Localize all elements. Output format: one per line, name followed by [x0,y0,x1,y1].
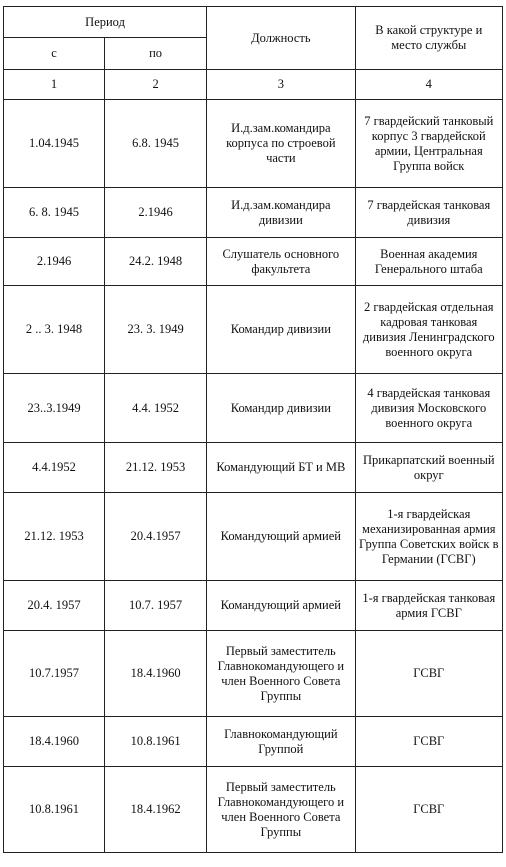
table-row [4,581,503,631]
service-record-table [3,6,503,853]
date-to-cell: 2.1946 [105,188,207,238]
date-from-cell: 6. 8. 1945 [4,188,105,238]
date-from-cell: 23..3.1949 [4,374,105,443]
date-to-cell: 21.12. 1953 [105,443,207,493]
table-row [4,374,503,443]
position-cell: Командир дивизии [207,374,355,443]
date-from-cell: 10.8.1961 [4,767,105,853]
date-to-cell: 18.4.1962 [105,767,207,853]
date-to-cell: 4.4. 1952 [105,374,207,443]
date-from-cell: 10.7.1957 [4,631,105,717]
table-row [4,493,503,581]
structure-header: В какой структуре и место службы [355,7,502,70]
date-to-cell: 18.4.1960 [105,631,207,717]
place-cell: ГСВГ [355,717,502,767]
table-row [4,188,503,238]
place-cell: 2 гвардейская отдельная кадровая танковая дивизия Ленинградского военного округа [355,286,502,374]
position-header: Должность [207,7,355,70]
column-number-2: 2 [105,70,207,100]
date-from-cell: 2.1946 [4,238,105,286]
table-row [4,717,503,767]
table-row [4,286,503,374]
position-cell: Первый заместитель Главнокомандующего и член Военного Совета Группы [207,631,355,717]
position-cell: Главнокомандующий Группой [207,717,355,767]
position-cell: Командир дивизии [207,286,355,374]
column-number-4: 4 [355,70,502,100]
date-from-cell: 4.4.1952 [4,443,105,493]
date-to-cell: 10.8.1961 [105,717,207,767]
date-from-cell: 2 .. 3. 1948 [4,286,105,374]
place-cell: 1-я гвардейская механизированная армия Группа Советских войск в Германии (ГСВГ) [355,493,502,581]
table-row [4,767,503,853]
place-cell: 4 гвардейская танковая дивизия Московского военного округа [355,374,502,443]
from-header: с [4,38,105,70]
place-cell: 7 гвардейская танковая дивизия [355,188,502,238]
place-cell: ГСВГ [355,631,502,717]
place-cell: 1-я гвардейская танковая армия ГСВГ [355,581,502,631]
position-cell: И.д.зам.командира дивизии [207,188,355,238]
position-cell: Первый заместитель Главнокомандующего и член Военного Совета Группы [207,767,355,853]
place-cell: Прикарпатский военный округ [355,443,502,493]
position-cell: Командующий армией [207,493,355,581]
table-row [4,238,503,286]
date-to-cell: 10.7. 1957 [105,581,207,631]
date-to-cell: 23. 3. 1949 [105,286,207,374]
to-header: по [105,38,207,70]
date-from-cell: 1.04.1945 [4,100,105,188]
column-number-1: 1 [4,70,105,100]
date-to-cell: 24.2. 1948 [105,238,207,286]
date-to-cell: 6.8. 1945 [105,100,207,188]
table-row [4,443,503,493]
period-header: Период [4,7,207,38]
column-number-3: 3 [207,70,355,100]
place-cell: ГСВГ [355,767,502,853]
place-cell: 7 гвардейский танковый корпус 3 гвардейской армии, Центральная Группа войск [355,100,502,188]
date-from-cell: 21.12. 1953 [4,493,105,581]
date-from-cell: 20.4. 1957 [4,581,105,631]
table-row [4,631,503,717]
position-cell: Слушатель основного факультета [207,238,355,286]
date-to-cell: 20.4.1957 [105,493,207,581]
date-from-cell: 18.4.1960 [4,717,105,767]
table-row [4,100,503,188]
position-cell: Командующий БТ и МВ [207,443,355,493]
place-cell: Военная академия Генерального штаба [355,238,502,286]
position-cell: И.д.зам.командира корпуса по строевой части [207,100,355,188]
position-cell: Командующий армией [207,581,355,631]
